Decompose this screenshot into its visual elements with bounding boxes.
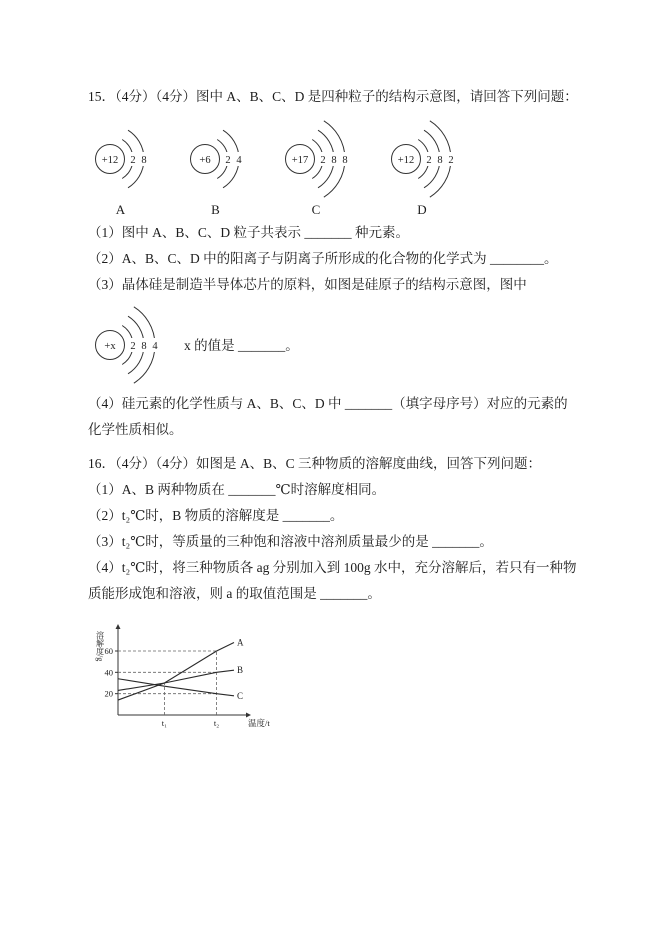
- particle-label: A: [115, 202, 126, 217]
- q15-item-2: （2）A、B、C、D 中的阳离子与阴离子所形成的化合物的化学式为 ________。: [88, 251, 558, 266]
- q15-item-4: （4）硅元素的化学性质与 A、B、C、D 中 _______（填字母序号）对应的元素的化学性质相似。: [88, 396, 568, 437]
- svg-text:2: 2: [130, 340, 136, 352]
- svg-text:8: 8: [437, 154, 443, 166]
- svg-text:t₂: t₂: [213, 718, 220, 728]
- svg-text:40: 40: [104, 667, 113, 678]
- svg-text:+x: +x: [104, 340, 116, 352]
- svg-text:+6: +6: [199, 154, 211, 166]
- svg-text:+17: +17: [291, 154, 309, 166]
- particle-structure-svg: [278, 120, 354, 199]
- svg-text:8: 8: [342, 154, 348, 166]
- svg-text:8: 8: [141, 340, 147, 352]
- svg-text:+12: +12: [397, 154, 415, 166]
- particle-label: C: [311, 202, 321, 217]
- svg-text:2: 2: [320, 154, 326, 166]
- particle-structure-svg: [88, 120, 153, 199]
- q15-item-1: （1）图中 A、B、C、D 粒子共表示 _______ 种元素。: [88, 225, 410, 240]
- solubility-chart: [88, 619, 581, 741]
- particle-diagram-B: [183, 120, 248, 218]
- svg-text:20: 20: [104, 688, 113, 699]
- svg-text:4: 4: [152, 340, 158, 352]
- silicon-caption: x 的值是 _______。: [184, 337, 299, 353]
- particle-structure-svg: [183, 120, 248, 199]
- chart-x-axis-label: 温度/t: [248, 718, 270, 728]
- particle-label: B: [211, 202, 220, 217]
- q16-item-4: （4）t₂℃时，将三种物质各 ag 分别加入到 100g 水中，充分溶解后，若只有一种物质能形成饱和溶液，则 a 的取值范围是 _______。: [88, 560, 577, 601]
- svg-text:60: 60: [104, 646, 113, 656]
- q15-particle-diagrams: [88, 120, 581, 218]
- svg-text:8: 8: [141, 154, 147, 166]
- particle-label: D: [417, 202, 427, 217]
- chart-y-axis-label: 溶解度/g: [95, 631, 105, 662]
- q15-item-3: （3）晶体硅是制造半导体芯片的原料，如图是硅原子的结构示意图，图中: [88, 277, 527, 292]
- svg-text:8: 8: [331, 154, 337, 166]
- svg-text:t₁: t₁: [161, 718, 168, 728]
- svg-text:2: 2: [130, 154, 136, 166]
- q16-header: 16．（4分）（4分）如图是 A、B、C 三种物质的溶解度曲线，回答下列问题：: [88, 456, 542, 471]
- curve-label-C: C: [237, 690, 244, 701]
- svg-text:2: 2: [225, 154, 231, 166]
- svg-text:2: 2: [448, 154, 454, 166]
- particle-diagram-A: [88, 120, 153, 218]
- particle-diagram-D: [384, 120, 460, 218]
- particle-diagram-C: [278, 120, 354, 218]
- silicon-atom-diagram: [88, 306, 164, 385]
- svg-text:+12: +12: [101, 154, 119, 166]
- q15-header: 15．（4分）（4分）图中 A、B、C、D 是四种粒子的结构示意图，请回答下列问题：: [88, 89, 578, 104]
- solubility-chart-svg: [88, 619, 298, 741]
- svg-text:2: 2: [426, 154, 432, 166]
- curve-label-A: A: [237, 637, 244, 648]
- q16-item-2: （2）t₂℃时，B 物质的溶解度是 _______。: [88, 508, 344, 523]
- q15-silicon-row: [88, 306, 581, 385]
- q16-item-1: （1）A、B 两种物质在 _______℃时溶解度相同。: [88, 482, 386, 497]
- particle-structure-svg: [384, 120, 460, 199]
- svg-text:4: 4: [236, 154, 242, 166]
- particle-structure-svg: [88, 306, 164, 385]
- curve-label-B: B: [237, 665, 244, 676]
- q16-item-3: （3）t₂℃时，等质量的三种饱和溶液中溶剂质量最少的是 _______。: [88, 534, 493, 549]
